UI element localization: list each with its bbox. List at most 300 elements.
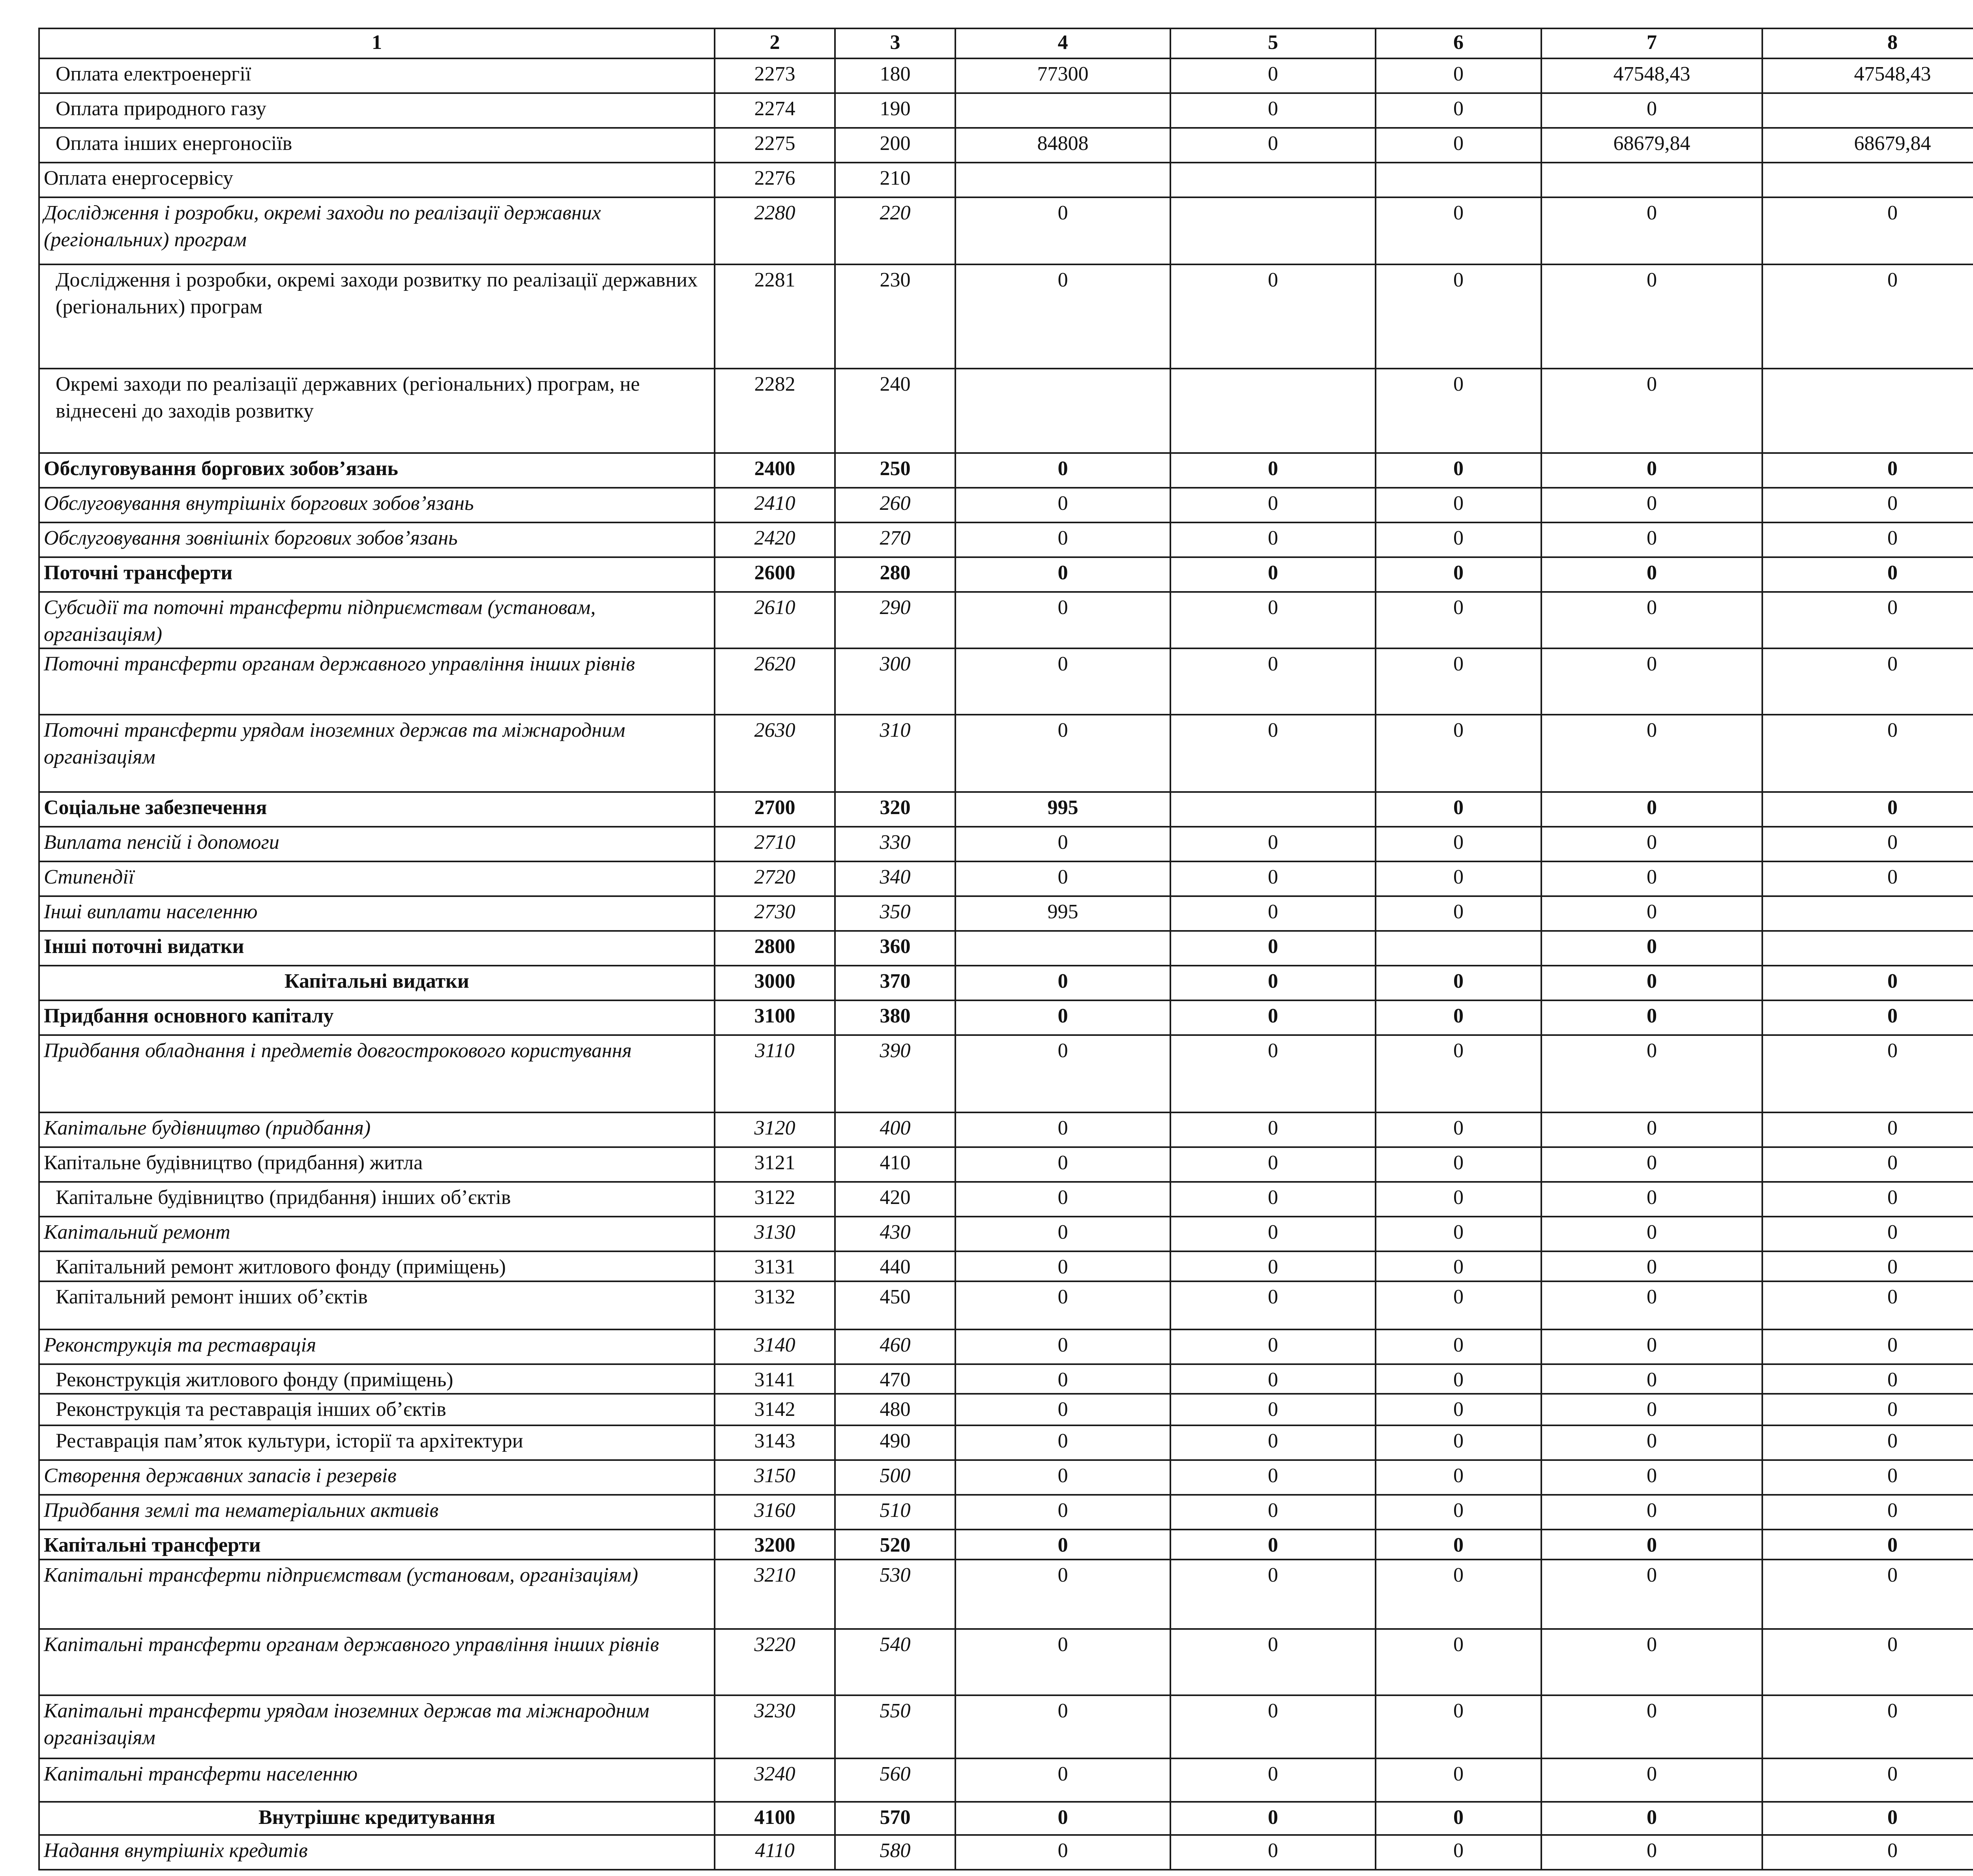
value-cell: 0: [1762, 1425, 1973, 1460]
code-cell: 3240: [715, 1758, 835, 1802]
code-cell: 3143: [715, 1425, 835, 1460]
value-cell: [955, 931, 1170, 966]
value-cell: 0: [1170, 1147, 1376, 1182]
table-row: [39, 1281, 1973, 1329]
table-row: [39, 163, 1973, 197]
value-cell: 0: [1170, 1629, 1376, 1695]
value-cell: 0: [1170, 1364, 1376, 1394]
code-cell: 3210: [715, 1560, 835, 1629]
value-cell: 0: [1762, 1182, 1973, 1217]
value-cell: 0: [1762, 1281, 1973, 1329]
value-cell: 0: [1170, 1835, 1376, 1870]
value-cell: 0: [1376, 369, 1541, 453]
value-cell: 0: [1762, 592, 1973, 648]
value-cell: 0: [1170, 1425, 1376, 1460]
code-cell: 3142: [715, 1394, 835, 1425]
code-cell: 2620: [715, 648, 835, 715]
row-label: Капітальний ремонт інших об’єктів: [39, 1281, 715, 1329]
row-label: Створення державних запасів і резервів: [39, 1460, 715, 1495]
code-cell: 3131: [715, 1251, 835, 1281]
code-cell: 3122: [715, 1182, 835, 1217]
code-cell: 4110: [715, 1835, 835, 1870]
value-cell: 0: [955, 1802, 1170, 1835]
value-cell: 0: [1376, 1394, 1541, 1425]
code-cell: 3000: [715, 966, 835, 1000]
value-cell: 0: [955, 1251, 1170, 1281]
row-label: Окремі заходи по реалізації державних (регіональних) програм, не віднесені до заходів розвитку: [39, 369, 715, 453]
table-row: [39, 827, 1973, 861]
value-cell: 0: [1762, 648, 1973, 715]
value-cell: 0: [955, 197, 1170, 264]
value-cell: 0: [1762, 488, 1973, 522]
value-cell: 0: [1541, 197, 1762, 264]
line-cell: 180: [835, 58, 955, 93]
code-cell: 2410: [715, 488, 835, 522]
value-cell: 0: [955, 1035, 1170, 1112]
line-cell: 530: [835, 1560, 955, 1629]
value-cell: 0: [1170, 1112, 1376, 1147]
value-cell: 0: [1376, 453, 1541, 488]
value-cell: 0: [1541, 1329, 1762, 1364]
row-label: Інші поточні видатки: [39, 931, 715, 966]
line-cell: 510: [835, 1495, 955, 1530]
value-cell: 0: [1170, 93, 1376, 128]
value-cell: 0: [1541, 1530, 1762, 1560]
code-cell: 3140: [715, 1329, 835, 1364]
value-cell: 0: [955, 557, 1170, 592]
code-cell: 3230: [715, 1695, 835, 1758]
row-label: Реконструкція та реставрація: [39, 1329, 715, 1364]
row-label: Обслуговування внутрішніх боргових зобов’язань: [39, 488, 715, 522]
value-cell: 0: [1376, 861, 1541, 896]
value-cell: 0: [1762, 1112, 1973, 1147]
table-row: [39, 1364, 1973, 1394]
value-cell: 0: [1170, 1530, 1376, 1560]
line-cell: 270: [835, 522, 955, 557]
value-cell: 0: [1170, 264, 1376, 369]
code-cell: 2274: [715, 93, 835, 128]
value-cell: 0: [1762, 1147, 1973, 1182]
table-row: [39, 488, 1973, 522]
table-row: [39, 1460, 1973, 1495]
value-cell: 0: [1170, 1000, 1376, 1035]
value-cell: 0: [1762, 1835, 1973, 1870]
value-cell: 0: [1376, 715, 1541, 792]
value-cell: 0: [1170, 1329, 1376, 1364]
value-cell: 0: [955, 1835, 1170, 1870]
value-cell: 0: [1541, 1495, 1762, 1530]
table-row: [39, 1835, 1973, 1870]
value-cell: 0: [1376, 128, 1541, 163]
value-cell: 0: [1170, 128, 1376, 163]
value-cell: 0: [1170, 827, 1376, 861]
table-row: [39, 592, 1973, 648]
value-cell: 0: [1376, 93, 1541, 128]
value-cell: 0: [1541, 1394, 1762, 1425]
value-cell: 47548,43: [1541, 58, 1762, 93]
value-cell: [1170, 163, 1376, 197]
line-cell: 200: [835, 128, 955, 163]
value-cell: 0: [1170, 931, 1376, 966]
table-row: [39, 1530, 1973, 1560]
value-cell: 0: [1541, 1802, 1762, 1835]
value-cell: 0: [1541, 1217, 1762, 1251]
value-cell: 0: [1170, 1802, 1376, 1835]
column-header: 2: [715, 28, 835, 58]
row-label: Виплата пенсій і допомоги: [39, 827, 715, 861]
table-row: [39, 1251, 1973, 1281]
table-row: [39, 58, 1973, 93]
budget-report-page: [38, 28, 1973, 1862]
code-cell: 3200: [715, 1530, 835, 1560]
row-label: Поточні трансферти урядам іноземних держав та міжнародним організаціям: [39, 715, 715, 792]
code-cell: 2730: [715, 896, 835, 931]
table-body: [39, 58, 1973, 1870]
line-cell: 260: [835, 488, 955, 522]
value-cell: 0: [955, 1364, 1170, 1394]
value-cell: 0: [955, 522, 1170, 557]
line-cell: 570: [835, 1802, 955, 1835]
value-cell: 0: [1762, 1364, 1973, 1394]
code-cell: 3220: [715, 1629, 835, 1695]
value-cell: 0: [1762, 966, 1973, 1000]
value-cell: 0: [1541, 1758, 1762, 1802]
line-cell: 520: [835, 1530, 955, 1560]
value-cell: 0: [955, 827, 1170, 861]
value-cell: 0: [1541, 1035, 1762, 1112]
value-cell: 0: [1170, 1251, 1376, 1281]
value-cell: 0: [955, 1281, 1170, 1329]
value-cell: 0: [1170, 58, 1376, 93]
value-cell: 0: [1762, 197, 1973, 264]
value-cell: 0: [1376, 1629, 1541, 1695]
table-row: [39, 1560, 1973, 1629]
value-cell: 0: [1376, 896, 1541, 931]
value-cell: 0: [1170, 453, 1376, 488]
line-cell: 410: [835, 1147, 955, 1182]
row-label: Капітальне будівництво (придбання) житла: [39, 1147, 715, 1182]
value-cell: 0: [1541, 488, 1762, 522]
row-label: Капітальні трансферти урядам іноземних держав та міжнародним організаціям: [39, 1695, 715, 1758]
value-cell: 0: [1376, 1112, 1541, 1147]
value-cell: 0: [1541, 1182, 1762, 1217]
value-cell: 0: [1170, 592, 1376, 648]
value-cell: 0: [1376, 1217, 1541, 1251]
value-cell: 0: [955, 1147, 1170, 1182]
line-cell: 480: [835, 1394, 955, 1425]
value-cell: 0: [1376, 1147, 1541, 1182]
value-cell: 0: [1762, 1530, 1973, 1560]
value-cell: 0: [1762, 715, 1973, 792]
value-cell: 0: [1762, 453, 1973, 488]
row-label: Поточні трансферти: [39, 557, 715, 592]
value-cell: 0: [1762, 861, 1973, 896]
value-cell: 84808: [955, 128, 1170, 163]
value-cell: 0: [1762, 1495, 1973, 1530]
table-row: [39, 1629, 1973, 1695]
value-cell: 0: [1170, 1758, 1376, 1802]
row-label: Оплата енергосервісу: [39, 163, 715, 197]
row-label: Капітальні видатки: [39, 966, 715, 1000]
row-label: Капітальні трансферти органам державного управління інших рівнів: [39, 1629, 715, 1695]
value-cell: 0: [1541, 792, 1762, 827]
value-cell: 0: [1376, 827, 1541, 861]
line-cell: 440: [835, 1251, 955, 1281]
table-row: [39, 1147, 1973, 1182]
row-label: Обслуговування боргових зобов’язань: [39, 453, 715, 488]
table-row: [39, 896, 1973, 931]
value-cell: 0: [1170, 896, 1376, 931]
line-cell: 350: [835, 896, 955, 931]
value-cell: 0: [1170, 1560, 1376, 1629]
table-row: [39, 1035, 1973, 1112]
value-cell: 0: [1541, 827, 1762, 861]
code-cell: 2281: [715, 264, 835, 369]
value-cell: 995: [955, 792, 1170, 827]
value-cell: 0: [1762, 1000, 1973, 1035]
row-label: Внутрішнє кредитування: [39, 1802, 715, 1835]
value-cell: 0: [1376, 58, 1541, 93]
value-cell: 0: [1541, 896, 1762, 931]
table-row: [39, 369, 1973, 453]
value-cell: 0: [955, 1182, 1170, 1217]
value-cell: 0: [1762, 1629, 1973, 1695]
table-row: [39, 931, 1973, 966]
code-cell: 2273: [715, 58, 835, 93]
table-row: [39, 1112, 1973, 1147]
value-cell: 0: [1170, 1495, 1376, 1530]
value-cell: [955, 93, 1170, 128]
row-label: Придбання землі та нематеріальних активів: [39, 1495, 715, 1530]
column-header: 6: [1376, 28, 1541, 58]
value-cell: 0: [1376, 197, 1541, 264]
column-header: 3: [835, 28, 955, 58]
table-row: [39, 197, 1973, 264]
code-cell: 2630: [715, 715, 835, 792]
table-row: [39, 1425, 1973, 1460]
value-cell: 0: [1376, 1329, 1541, 1364]
value-cell: 0: [1376, 522, 1541, 557]
value-cell: 0: [1541, 1460, 1762, 1495]
value-cell: [1376, 931, 1541, 966]
row-label: Реставрація пам’яток культури, історії та архітектури: [39, 1425, 715, 1460]
value-cell: 0: [1762, 1251, 1973, 1281]
row-label: Капітальне будівництво (придбання) інших об’єктів: [39, 1182, 715, 1217]
value-cell: 68679,84: [1541, 128, 1762, 163]
value-cell: 0: [955, 861, 1170, 896]
line-cell: 490: [835, 1425, 955, 1460]
value-cell: 0: [955, 1629, 1170, 1695]
line-cell: 220: [835, 197, 955, 264]
line-cell: 430: [835, 1217, 955, 1251]
table-row: [39, 1802, 1973, 1835]
value-cell: 0: [1541, 1629, 1762, 1695]
column-header: 4: [955, 28, 1170, 58]
value-cell: 0: [1541, 1281, 1762, 1329]
value-cell: 0: [1762, 1560, 1973, 1629]
value-cell: 0: [1376, 1835, 1541, 1870]
row-label: Капітальне будівництво (придбання): [39, 1112, 715, 1147]
value-cell: 0: [955, 488, 1170, 522]
value-cell: 47548,43: [1762, 58, 1973, 93]
row-label: Капітальні трансферти населенню: [39, 1758, 715, 1802]
line-cell: 330: [835, 827, 955, 861]
line-cell: 390: [835, 1035, 955, 1112]
value-cell: 0: [1762, 1802, 1973, 1835]
row-label: Дослідження і розробки, окремі заходи розвитку по реалізації державних (регіональних) програм: [39, 264, 715, 369]
value-cell: 0: [1541, 1364, 1762, 1394]
value-cell: 0: [955, 966, 1170, 1000]
value-cell: 0: [1170, 715, 1376, 792]
row-label: Придбання основного капіталу: [39, 1000, 715, 1035]
code-cell: 4100: [715, 1802, 835, 1835]
value-cell: 77300: [955, 58, 1170, 93]
line-cell: 400: [835, 1112, 955, 1147]
line-cell: 210: [835, 163, 955, 197]
value-cell: 0: [955, 1530, 1170, 1560]
value-cell: [1541, 163, 1762, 197]
value-cell: 0: [1541, 1695, 1762, 1758]
code-cell: 2282: [715, 369, 835, 453]
column-header: 1: [39, 28, 715, 58]
value-cell: 0: [955, 715, 1170, 792]
value-cell: 0: [1762, 792, 1973, 827]
value-cell: 0: [1376, 1364, 1541, 1394]
value-cell: 0: [1376, 1251, 1541, 1281]
code-cell: 2276: [715, 163, 835, 197]
value-cell: 0: [1541, 648, 1762, 715]
value-cell: 0: [1541, 522, 1762, 557]
row-label: Оплата природного газу: [39, 93, 715, 128]
code-cell: 2720: [715, 861, 835, 896]
value-cell: 0: [955, 1000, 1170, 1035]
table-row: [39, 1695, 1973, 1758]
value-cell: 0: [1762, 827, 1973, 861]
table-row: [39, 1758, 1973, 1802]
value-cell: 995: [955, 896, 1170, 931]
value-cell: 0: [1762, 1217, 1973, 1251]
value-cell: 0: [1376, 1035, 1541, 1112]
value-cell: 0: [955, 1495, 1170, 1530]
value-cell: 0: [1376, 1802, 1541, 1835]
value-cell: 0: [955, 1695, 1170, 1758]
code-cell: 2710: [715, 827, 835, 861]
value-cell: 0: [1541, 592, 1762, 648]
code-cell: 2280: [715, 197, 835, 264]
code-cell: 3141: [715, 1364, 835, 1394]
value-cell: 0: [1762, 264, 1973, 369]
value-cell: 0: [1541, 264, 1762, 369]
value-cell: 0: [1376, 1281, 1541, 1329]
expenditure-table: [38, 28, 1973, 1870]
value-cell: 0: [1376, 264, 1541, 369]
value-cell: 0: [1376, 488, 1541, 522]
row-label: Субсидії та поточні трансферти підприємствам (установам, організаціям): [39, 592, 715, 648]
value-cell: 0: [1376, 1460, 1541, 1495]
code-cell: 3132: [715, 1281, 835, 1329]
value-cell: 0: [1376, 1425, 1541, 1460]
table-row: [39, 648, 1973, 715]
value-cell: 0: [955, 1217, 1170, 1251]
table-row: [39, 93, 1973, 128]
value-cell: 0: [955, 1460, 1170, 1495]
line-cell: 190: [835, 93, 955, 128]
value-cell: 0: [1541, 1112, 1762, 1147]
table-row: [39, 1182, 1973, 1217]
value-cell: 0: [1762, 1035, 1973, 1112]
value-cell: [1376, 163, 1541, 197]
value-cell: 0: [1376, 792, 1541, 827]
line-cell: 360: [835, 931, 955, 966]
row-label: Капітальний ремонт: [39, 1217, 715, 1251]
code-cell: 2600: [715, 557, 835, 592]
value-cell: 0: [1376, 1695, 1541, 1758]
code-cell: 2275: [715, 128, 835, 163]
value-cell: 0: [1541, 715, 1762, 792]
value-cell: 0: [1376, 1530, 1541, 1560]
value-cell: 0: [1541, 861, 1762, 896]
value-cell: 0: [1170, 648, 1376, 715]
line-cell: 290: [835, 592, 955, 648]
value-cell: 0: [1376, 1182, 1541, 1217]
code-cell: 2610: [715, 592, 835, 648]
value-cell: 0: [1376, 1758, 1541, 1802]
row-label: Капітальні трансферти підприємствам (установам, організаціям): [39, 1560, 715, 1629]
table-row: [39, 1217, 1973, 1251]
value-cell: [1762, 369, 1973, 453]
row-label: Оплата електроенергії: [39, 58, 715, 93]
table-row: [39, 861, 1973, 896]
value-cell: 0: [1376, 592, 1541, 648]
line-cell: 340: [835, 861, 955, 896]
code-cell: 3110: [715, 1035, 835, 1112]
code-cell: 2800: [715, 931, 835, 966]
row-label: Стипендії: [39, 861, 715, 896]
value-cell: 0: [1762, 1695, 1973, 1758]
value-cell: 0: [1376, 966, 1541, 1000]
row-label: Соціальне забезпечення: [39, 792, 715, 827]
table-row: [39, 128, 1973, 163]
row-label: Капітальний ремонт житлового фонду (приміщень): [39, 1251, 715, 1281]
value-cell: 0: [955, 648, 1170, 715]
value-cell: 0: [955, 453, 1170, 488]
table-row: [39, 522, 1973, 557]
value-cell: [1170, 197, 1376, 264]
line-cell: 500: [835, 1460, 955, 1495]
value-cell: 0: [1170, 557, 1376, 592]
value-cell: 0: [1376, 1000, 1541, 1035]
column-header-row: [39, 28, 1973, 58]
code-cell: 2700: [715, 792, 835, 827]
value-cell: 0: [1376, 648, 1541, 715]
table-row: [39, 1394, 1973, 1425]
column-header: 5: [1170, 28, 1376, 58]
line-cell: 370: [835, 966, 955, 1000]
code-cell: 2420: [715, 522, 835, 557]
row-label: Поточні трансферти органам державного управління інших рівнів: [39, 648, 715, 715]
value-cell: 0: [1541, 369, 1762, 453]
table-row: [39, 453, 1973, 488]
line-cell: 460: [835, 1329, 955, 1364]
row-label: Реконструкція та реставрація інших об’єктів: [39, 1394, 715, 1425]
code-cell: 3121: [715, 1147, 835, 1182]
line-cell: 420: [835, 1182, 955, 1217]
value-cell: [955, 369, 1170, 453]
value-cell: [1762, 931, 1973, 966]
line-cell: 240: [835, 369, 955, 453]
value-cell: 0: [955, 1112, 1170, 1147]
value-cell: 0: [1762, 557, 1973, 592]
